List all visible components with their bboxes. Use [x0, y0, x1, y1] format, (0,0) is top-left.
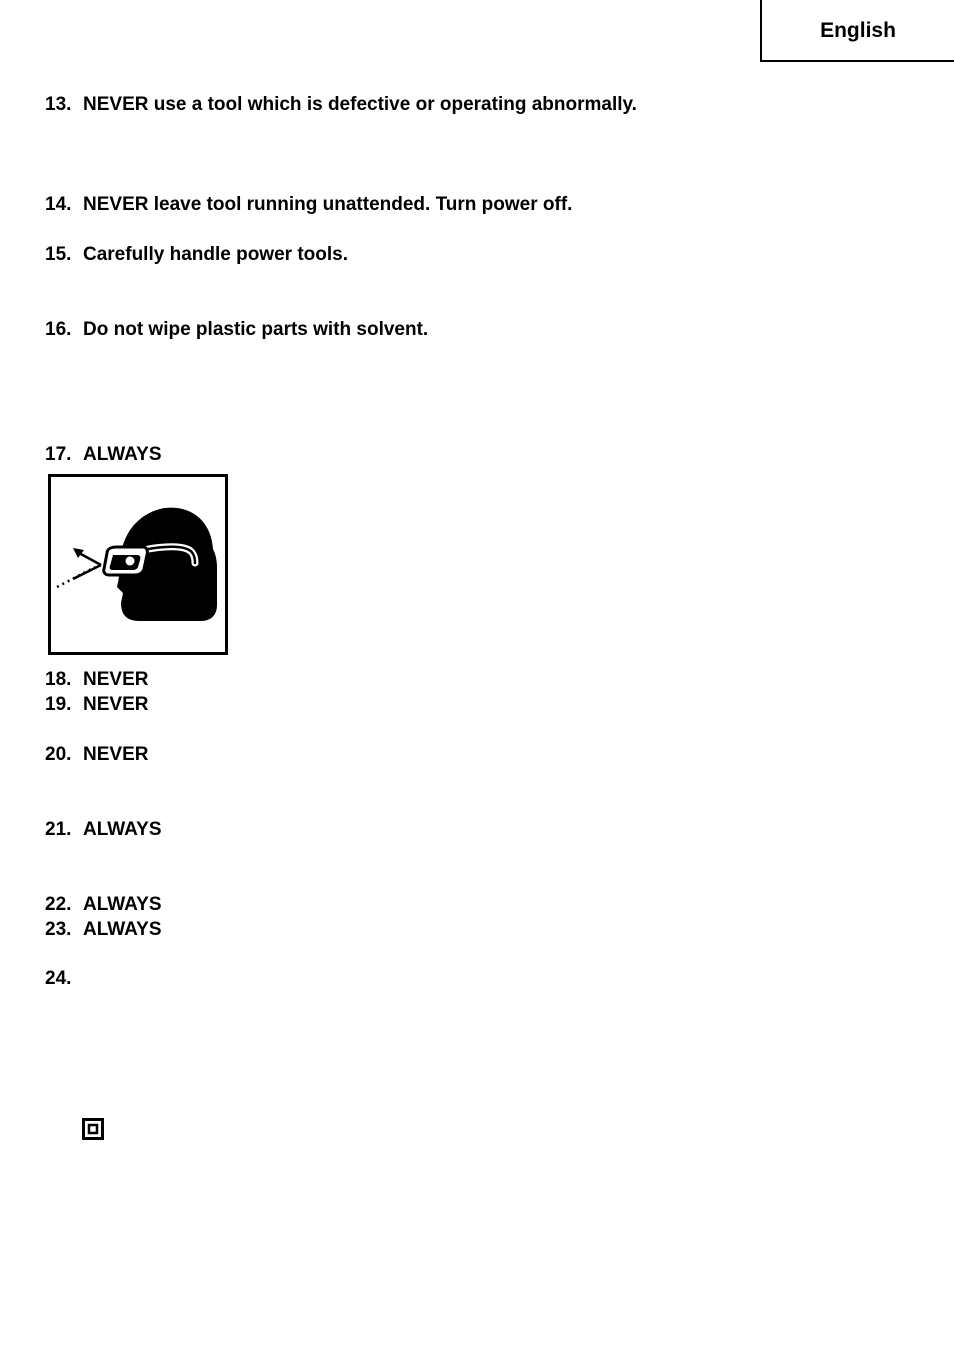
- item-number: 17.: [45, 444, 72, 465]
- instruction-item-15: [45, 244, 348, 266]
- item-number: 23.: [45, 919, 72, 940]
- double-insulation-icon: [82, 1118, 104, 1140]
- instruction-item-21: [45, 819, 162, 841]
- instruction-item-17: [45, 444, 162, 466]
- item-text: Carefully handle power tools.: [83, 244, 348, 265]
- eye-protection-icon: [51, 477, 225, 652]
- item-number: 13.: [45, 94, 72, 115]
- item-text: Do not wipe plastic parts with solvent.: [83, 319, 429, 340]
- item-number: 24.: [45, 968, 72, 989]
- eye-protection-pictogram: [48, 474, 228, 655]
- instruction-item-19: [45, 694, 148, 716]
- item-text: ALWAYS: [83, 444, 162, 465]
- language-label: English: [820, 19, 896, 42]
- item-text: NEVER: [83, 744, 149, 765]
- instruction-item-22: [45, 894, 162, 916]
- language-tab: [760, 0, 954, 62]
- item-text: ALWAYS: [83, 819, 162, 840]
- instruction-item-14: [45, 194, 572, 216]
- instruction-item-16: [45, 319, 428, 341]
- item-text: NEVER use a tool which is defective or operating abnormally.: [83, 94, 637, 115]
- instruction-item-13: [45, 94, 637, 116]
- item-number: 20.: [45, 744, 72, 765]
- instruction-item-23: [45, 919, 162, 941]
- item-number: 15.: [45, 244, 72, 265]
- instruction-item-18: [45, 669, 148, 691]
- item-number: 19.: [45, 694, 72, 715]
- item-number: 16.: [45, 319, 72, 340]
- instruction-item-24: [45, 968, 83, 990]
- item-number: 18.: [45, 669, 72, 690]
- item-text: ALWAYS: [83, 894, 162, 915]
- item-text: ALWAYS: [83, 919, 162, 940]
- item-text: NEVER: [83, 669, 149, 690]
- item-text: NEVER leave tool running unattended. Turn power off.: [83, 194, 573, 215]
- item-number: 22.: [45, 894, 72, 915]
- item-number: 14.: [45, 194, 72, 215]
- instruction-item-20: [45, 744, 148, 766]
- item-number: 21.: [45, 819, 72, 840]
- item-text: NEVER: [83, 694, 149, 715]
